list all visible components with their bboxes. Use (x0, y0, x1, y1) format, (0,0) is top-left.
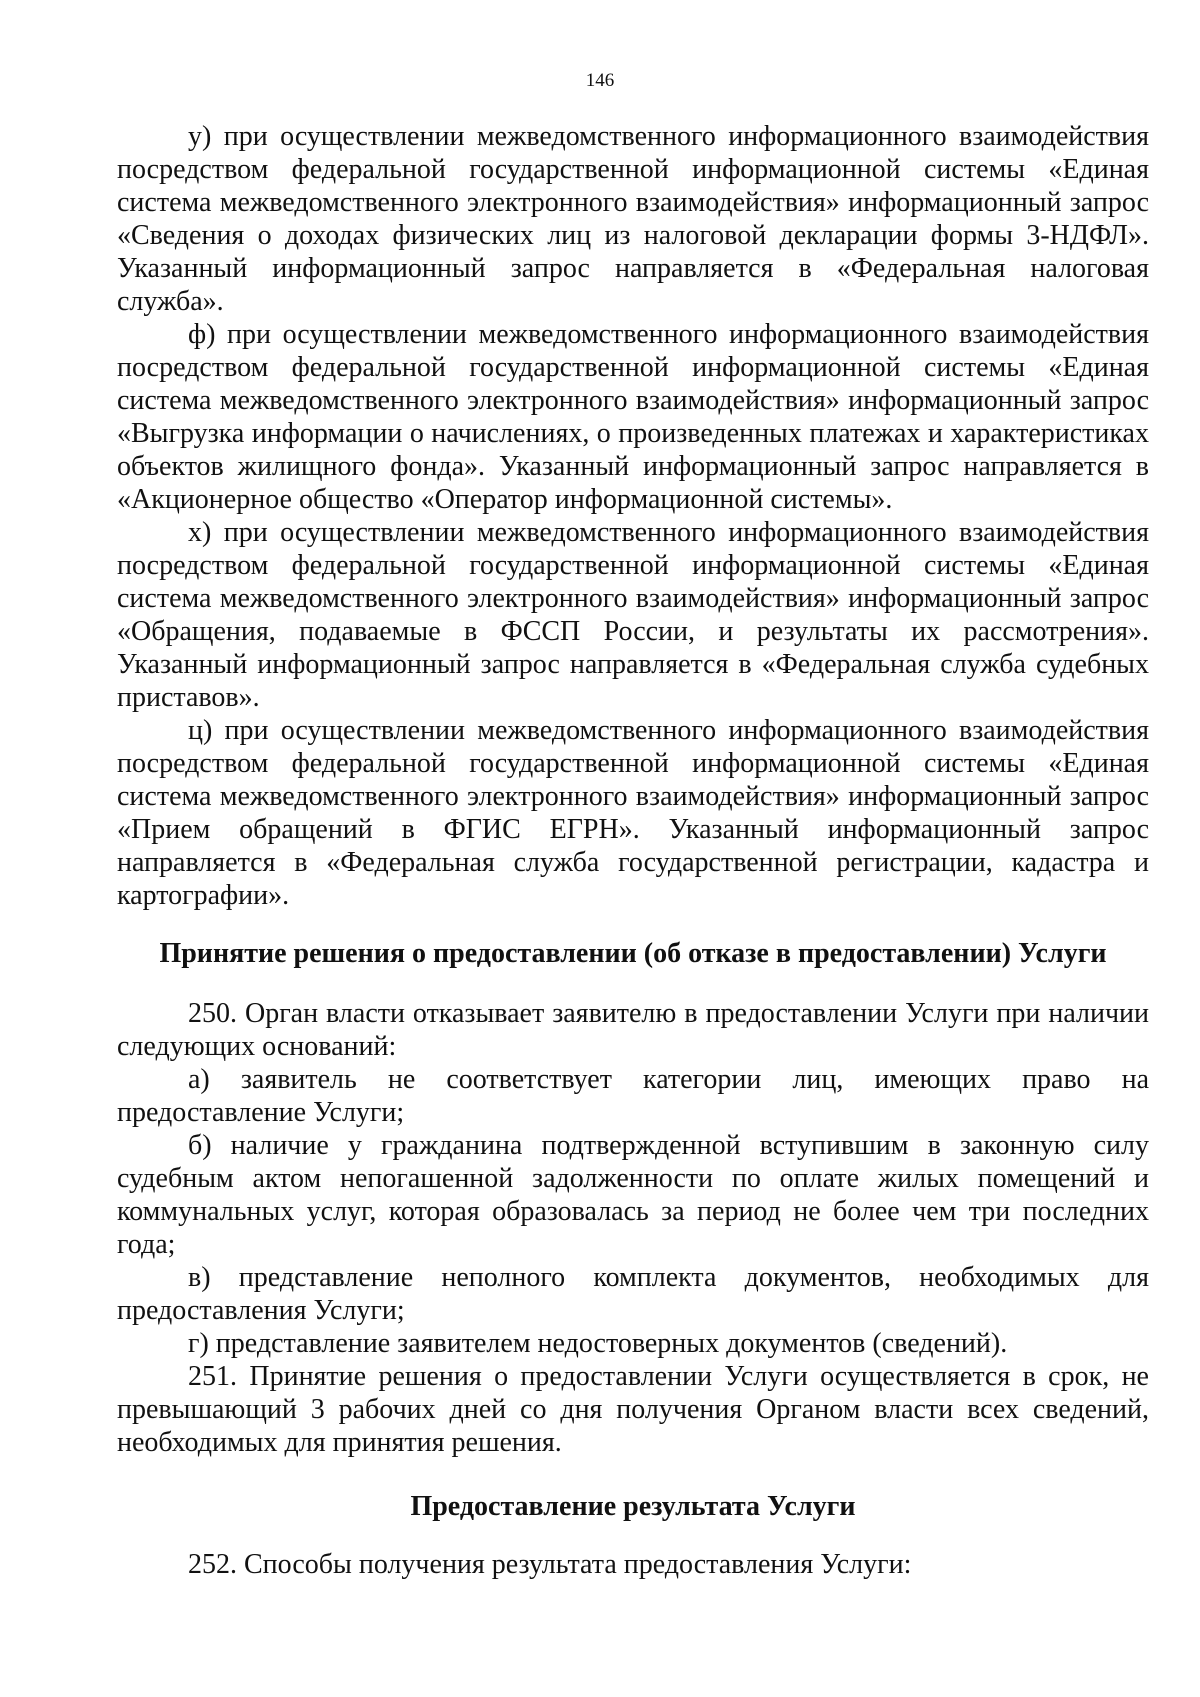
paragraph-u: у) при осуществлении межведомственного информационного взаимодействия посредством федеральной государственной информационной системы «Единая система межведомственного электронного взаимодействия» информационный запрос «Сведения о доходах физических лиц из налоговой декларации формы 3-НДФЛ». Указанный информационный запрос направляется в «Федеральная налоговая служба». (117, 121, 1149, 317)
document-body (117, 120, 1149, 1581)
paragraph-252: 252. Способы получения результата предоставления Услуги: (188, 1549, 912, 1580)
paragraph-250: 250. Орган власти отказывает заявителю в предоставлении Услуги при наличии следующих оснований: (117, 998, 1149, 1062)
paragraph-251: 251. Принятие решения о предоставлении Услуги осуществляется в срок, не превышающий 3 рабочих дней со дня получения Органом власти всех сведений, необходимых для принятия решения. (117, 1361, 1149, 1458)
section-heading-result: Предоставление результата Услуги (410, 1491, 856, 1522)
paragraph-250-a: а) заявитель не соответствует категории лиц, имеющих право на предоставление Услуги; (117, 1064, 1149, 1128)
paragraph-250-v: в) представление неполного комплекта документов, необходимых для предоставления Услуги; (117, 1262, 1149, 1326)
paragraph-f: ф) при осуществлении межведомственного информационного взаимодействия посредством федеральной государственной информационной системы «Единая система межведомственного электронного взаимодействия» информационный запрос «Выгрузка информации о начислениях, о произведенных платежах и характеристиках объектов жилищного фонда». Указанный информационный запрос направляется в «Акционерное общество «Оператор информационной системы». (117, 319, 1149, 515)
paragraph-ts: ц) при осуществлении межведомственного информационного взаимодействия посредством федеральной государственной информационной системы «Единая система межведомственного электронного взаимодействия» информационный запрос «Прием обращений в ФГИС ЕГРН». Указанный информационный запрос направляется в «Федеральная служба государственной регистрации, кадастра и картографии». (117, 715, 1149, 911)
paragraph-250-g: г) представление заявителем недостоверных документов (сведений). (188, 1328, 1008, 1359)
paragraph-250-b: б) наличие у гражданина подтвержденной вступившим в законную силу судебным актом непогашенной задолженности по оплате жилых помещений и коммунальных услуг, которая образовалась за период не более чем три последних года; (117, 1130, 1149, 1260)
paragraph-kh: х) при осуществлении межведомственного информационного взаимодействия посредством федеральной государственной информационной системы «Единая система межведомственного электронного взаимодействия» информационный запрос «Обращения, подаваемые в ФССП России, и результаты их рассмотрения». Указанный информационный запрос направляется в «Федеральная служба судебных приставов». (117, 517, 1149, 713)
section-heading-decision: Принятие решения о предоставлении (об отказе в предоставлении) Услуги (159, 938, 1107, 969)
page-number: 146 (585, 70, 615, 91)
